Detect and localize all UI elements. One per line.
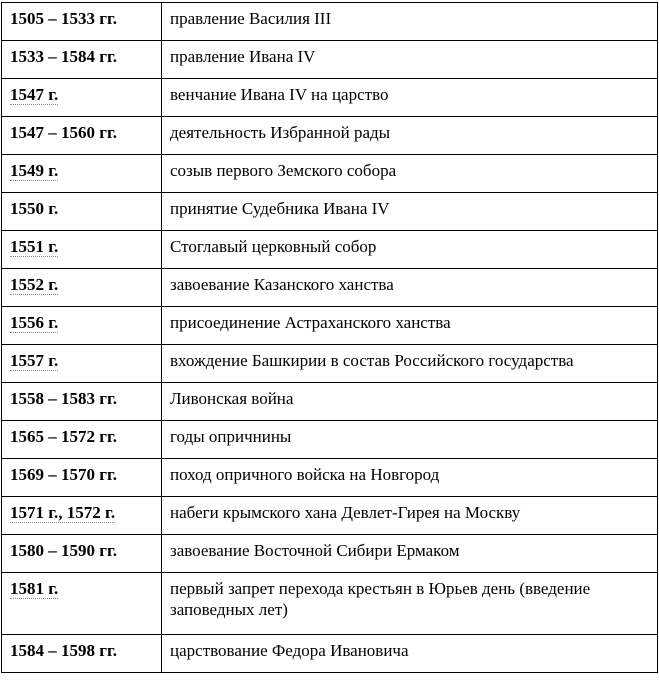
date-cell xyxy=(2,117,162,155)
date-cell xyxy=(2,573,162,635)
event-cell xyxy=(162,231,658,269)
event-cell xyxy=(162,155,658,193)
event-cell xyxy=(162,535,658,573)
event-cell xyxy=(162,421,658,459)
event-text: Стоглавый церковный собор xyxy=(170,237,377,256)
date-text: 1584 – 1598 гг. xyxy=(10,641,118,660)
event-text: правление Василия III xyxy=(170,9,332,28)
event-cell xyxy=(162,307,658,345)
date-text: 1569 – 1570 гг. xyxy=(10,465,118,484)
table-row xyxy=(2,269,658,307)
table-row xyxy=(2,307,658,345)
table-row xyxy=(2,383,658,421)
event-cell xyxy=(162,497,658,535)
date-text: 1556 г. xyxy=(10,313,59,332)
table-row xyxy=(2,573,658,635)
date-text: 1552 г. xyxy=(10,275,59,294)
date-cell xyxy=(2,307,162,345)
event-text: поход опричного войска на Новгород xyxy=(170,465,440,484)
event-text: завоевание Казанского ханства xyxy=(170,275,394,294)
date-text: 1547 г. xyxy=(10,85,59,104)
event-text: венчание Ивана IV на царство xyxy=(170,85,389,104)
date-cell xyxy=(2,269,162,307)
table-row xyxy=(2,193,658,231)
event-cell xyxy=(162,573,658,635)
event-text: деятельность Избранной рады xyxy=(170,123,391,142)
date-text: 1580 – 1590 гг. xyxy=(10,541,118,560)
event-text: Ливонская война xyxy=(170,389,294,408)
event-text: присоединение Астраханского ханства xyxy=(170,313,451,332)
event-text: завоевание Восточной Сибири Ермаком xyxy=(170,541,460,560)
table-row xyxy=(2,231,658,269)
date-text: 1550 г. xyxy=(10,199,59,218)
date-text: 1558 – 1583 гг. xyxy=(10,389,118,408)
event-text: годы опричнины xyxy=(170,427,292,446)
table-row xyxy=(2,3,658,41)
date-cell xyxy=(2,41,162,79)
event-cell xyxy=(162,193,658,231)
event-cell xyxy=(162,269,658,307)
event-text: правление Ивана IV xyxy=(170,47,316,66)
table-row xyxy=(2,41,658,79)
event-cell xyxy=(162,383,658,421)
date-cell xyxy=(2,383,162,421)
date-cell xyxy=(2,421,162,459)
date-text: 1571 г., 1572 г. xyxy=(10,503,116,522)
date-text: 1505 – 1533 гг. xyxy=(10,9,118,28)
date-cell xyxy=(2,535,162,573)
date-cell xyxy=(2,3,162,41)
date-cell xyxy=(2,155,162,193)
event-text: набеги крымского хана Девлет-Гирея на Москву xyxy=(170,503,521,522)
event-cell xyxy=(162,117,658,155)
table-row xyxy=(2,345,658,383)
date-cell xyxy=(2,79,162,117)
date-text: 1551 г. xyxy=(10,237,59,256)
date-text: 1547 – 1560 гг. xyxy=(10,123,118,142)
event-cell xyxy=(162,635,658,673)
event-text: вхождение Башкирии в состав Российского государства xyxy=(170,351,574,370)
table-row xyxy=(2,459,658,497)
event-text: первый запрет перехода крестьян в Юрьев день (введение заповедных лет) xyxy=(170,579,591,619)
chronology-table xyxy=(1,2,658,673)
event-cell xyxy=(162,79,658,117)
event-cell xyxy=(162,345,658,383)
date-cell xyxy=(2,497,162,535)
event-text: принятие Судебника Ивана IV xyxy=(170,199,390,218)
table-row xyxy=(2,79,658,117)
table-row xyxy=(2,635,658,673)
date-text: 1533 – 1584 гг. xyxy=(10,47,118,66)
event-text: царствование Федора Ивановича xyxy=(170,641,409,660)
date-text: 1565 – 1572 гг. xyxy=(10,427,118,446)
date-cell xyxy=(2,635,162,673)
date-text: 1581 г. xyxy=(10,579,59,598)
date-text: 1549 г. xyxy=(10,161,59,180)
table-row xyxy=(2,117,658,155)
event-cell xyxy=(162,459,658,497)
table-row xyxy=(2,421,658,459)
event-text: созыв первого Земского собора xyxy=(170,161,397,180)
date-cell xyxy=(2,345,162,383)
table-row xyxy=(2,535,658,573)
date-cell xyxy=(2,193,162,231)
table-row xyxy=(2,497,658,535)
date-cell xyxy=(2,231,162,269)
date-cell xyxy=(2,459,162,497)
table-row xyxy=(2,155,658,193)
event-cell xyxy=(162,41,658,79)
event-cell xyxy=(162,3,658,41)
date-text: 1557 г. xyxy=(10,351,59,370)
